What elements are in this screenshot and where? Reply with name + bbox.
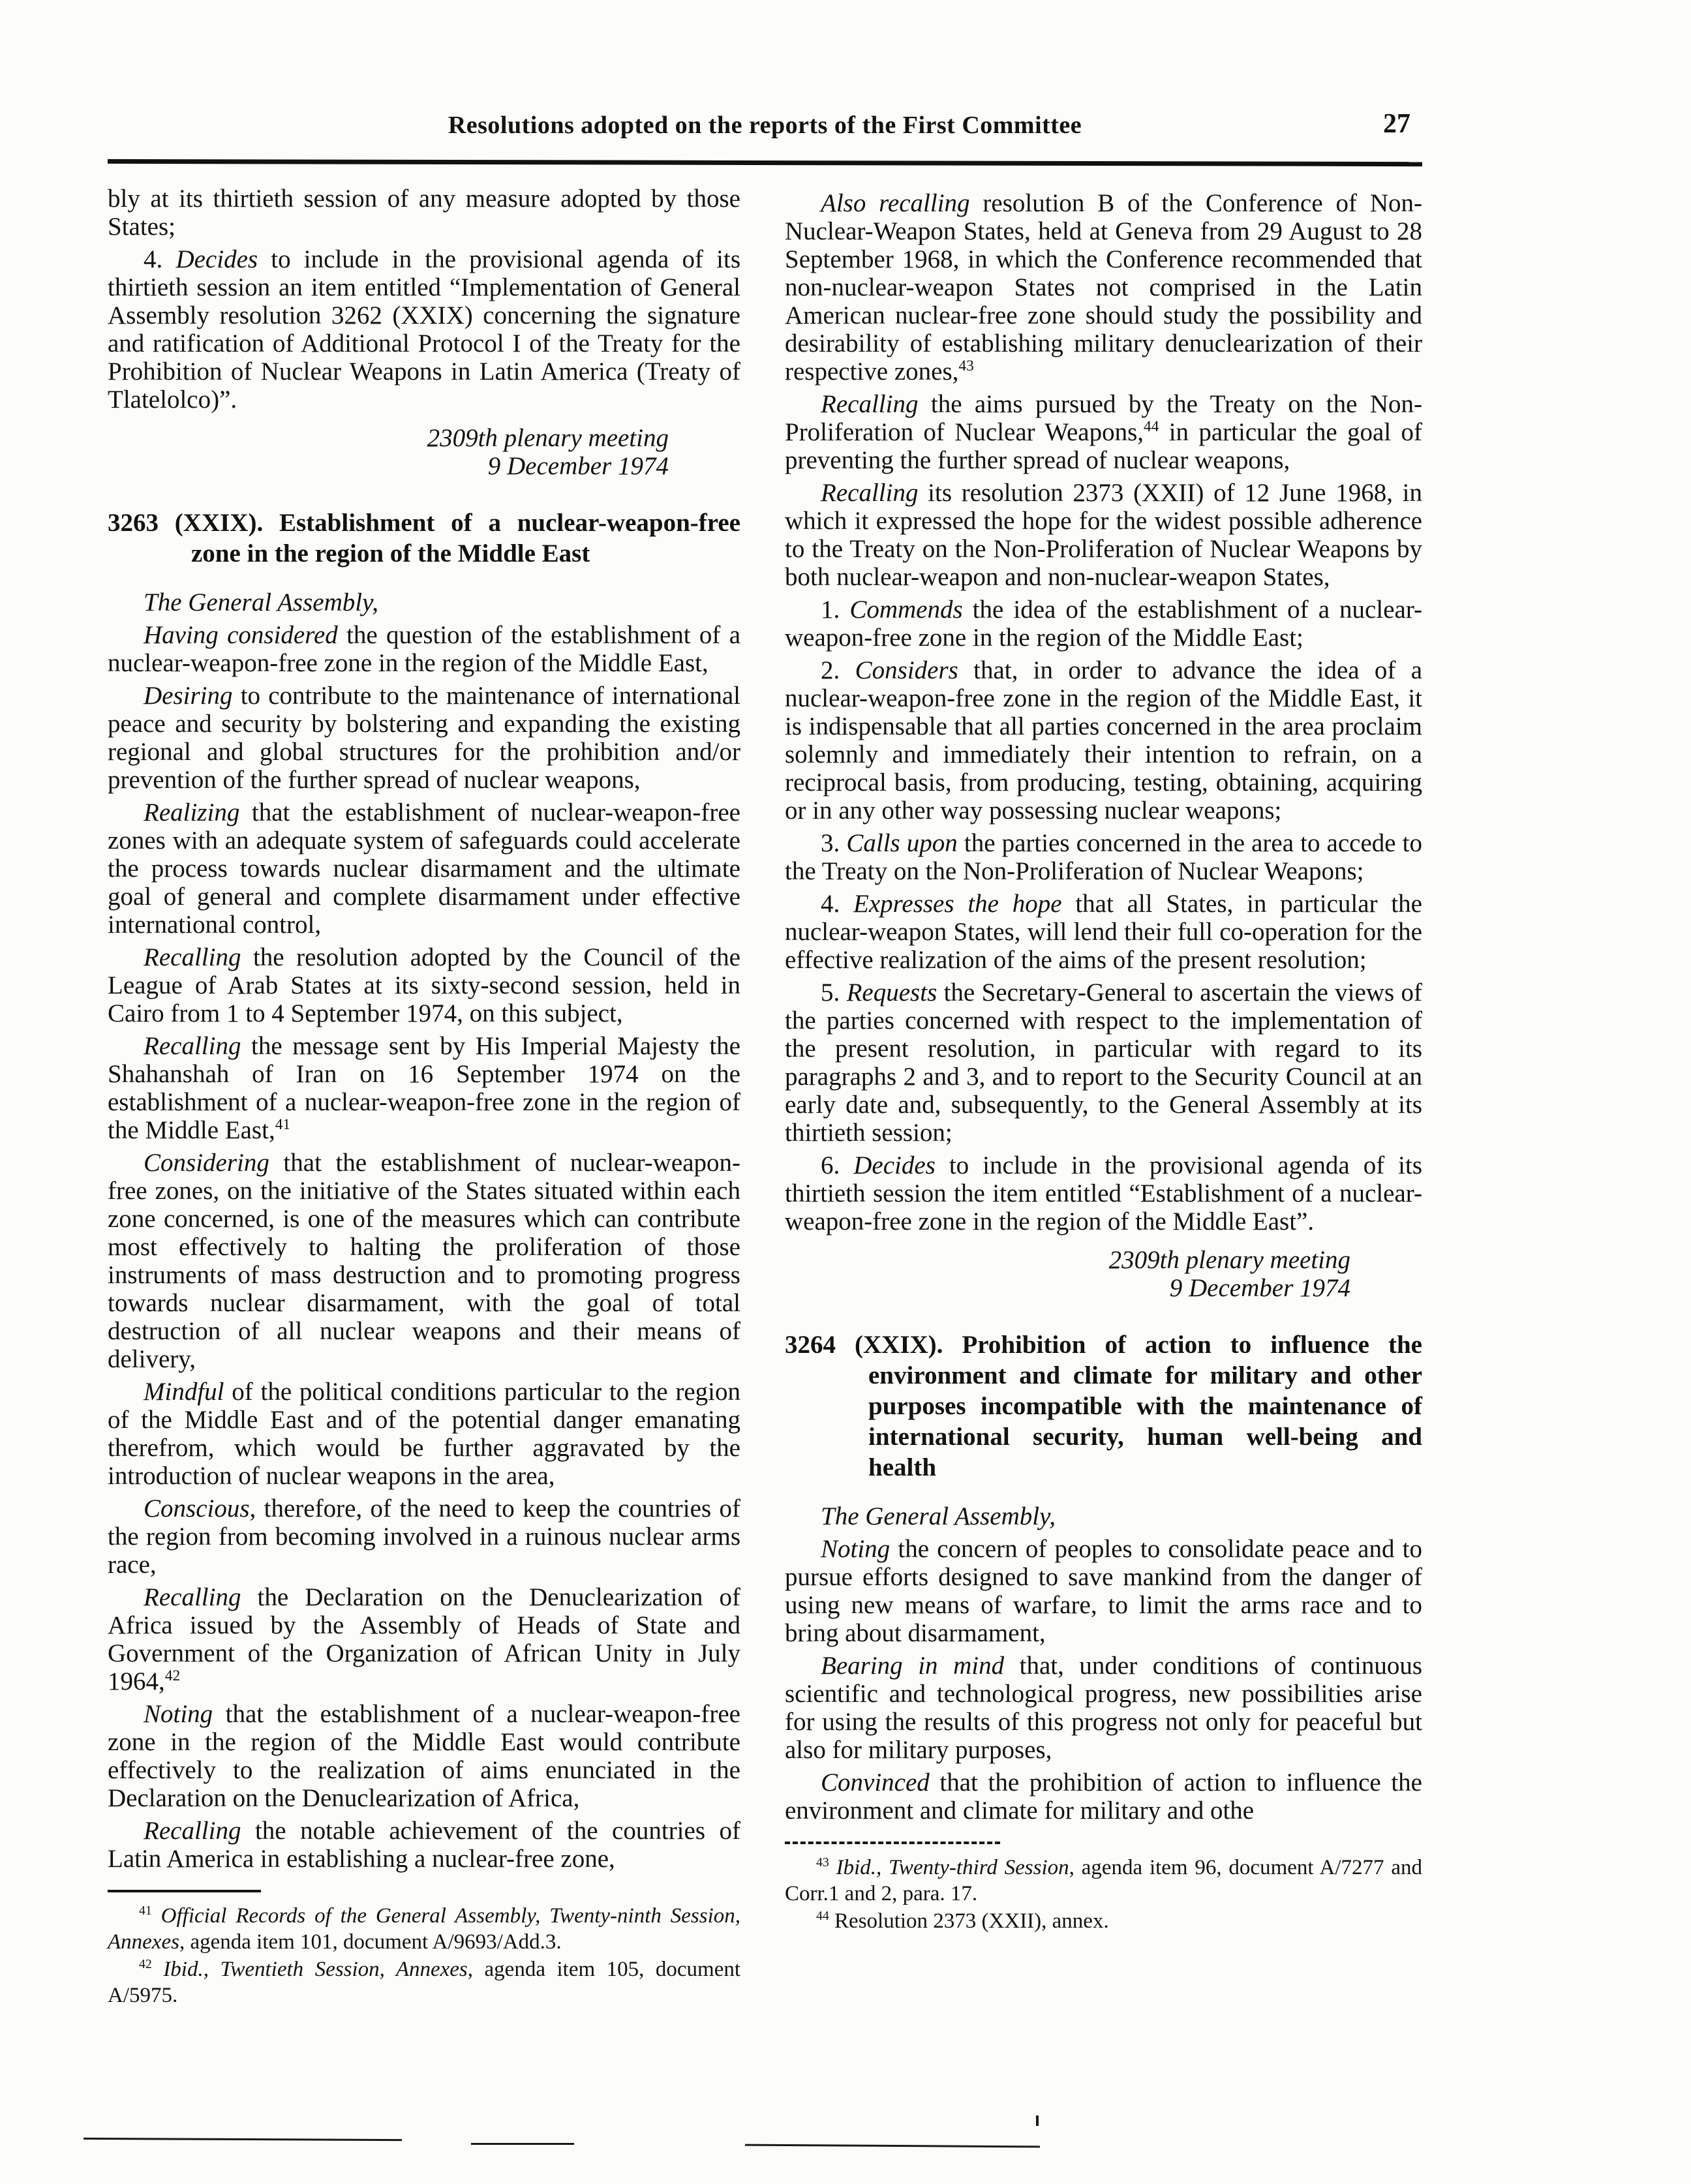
paragraph: Recalling the notable achievement of the countries of Latin America in establishing a nuclear-free zone, (108, 1817, 740, 1873)
paragraph: 6. Decides to include in the provisional agenda of its thirtieth session the item entitled “Establishment of a nuclear-weapon-free zone in the region of the Middle East”. (785, 1151, 1423, 1236)
paragraph: Realizing that the establishment of nuclear-weapon-free zones with an adequate system of safeguards could accelerate the process towards nuclear disarmament and the ultimate goal of general and complete disarmament under effective international control, (108, 798, 740, 939)
scan-artifact-line (84, 2138, 402, 2141)
paragraph: Convinced that the prohibition of action to influence the environment and climate for military and othe (785, 1768, 1422, 1825)
paragraph: bly at its thirtieth session of any measure adopted by those States; (108, 185, 740, 241)
paragraph: Considering that the establishment of nuclear-weapon-free zones, on the initiative of the States situated within each zone concerned, is one of the measures which can contribute most effectively to halting the proliferation of those instruments of mass destruction and to promoting progress towards nuclear disarmament, with the goal of total destruction of all nuclear weapons and their means of delivery, (108, 1149, 740, 1373)
scan-artifact-mark (1036, 2116, 1039, 2126)
two-column-layout (108, 185, 1422, 2009)
paragraph: Recalling the aims pursued by the Treaty on the Non-Proliferation of Nuclear Weapons,$^{44}$ in particular the goal of preventing the further spread of nuclear weapons, (785, 390, 1422, 474)
meeting-signature: 2309th plenary meeting 9 December 1974 (1108, 1246, 1350, 1302)
header-rule (108, 159, 1422, 166)
footnote: $^{41}$ Official Records of the General Assembly, Twenty-ninth Session, Annexes, agenda item 101, document A/9693/Add.3. (108, 1903, 741, 1954)
page-content (108, 111, 1422, 2009)
paragraph: The General Assembly, (144, 588, 378, 616)
paragraph: Recalling the message sent by His Imperial Majesty the Shahanshah of Iran on 16 September 1974 on the establishment of a nuclear-weapon-free zone in the region of the Middle East,$^{41}$ (108, 1032, 740, 1144)
paragraph: Desiring to contribute to the maintenance of international peace and security by bolstering and expanding the existing regional and global structures for the prohibition and/or prevention of the further spread of nuclear weapons, (108, 682, 740, 794)
running-head: Resolutions adopted on the reports of the First Committee (448, 112, 1082, 139)
scan-artifact-line (471, 2143, 574, 2145)
footnote: $^{43}$ Ibid., Twenty-third Session, agenda item 96, document A/7277 and Corr.1 and 2, para. 17. (785, 1855, 1422, 1905)
meeting-signature: 2309th plenary meeting 9 December 1974 (427, 424, 669, 480)
paragraph: Recalling its resolution 2373 (XXII) of 12 June 1968, in which it expressed the hope for the widest possible adherence to the Treaty on the Non-Proliferation of Nuclear Weapons by both nuclear-weapon and non-nuclear-weapon States, (785, 479, 1422, 591)
resolution-heading: 3263 (XXIX). Establishment of a nuclear-weapon-free zone in the region of the Middle East (108, 509, 740, 568)
paragraph: 4. Decides to include in the provisional agenda of its thirtieth session an item entitled “Implementation of General Assembly resolution 3262 (XXIX) concerning the signature and ratification of Additional Protocol I of the Treaty for the Prohibition of Nuclear Weapons in Latin America (Treaty of Tlatelolco)”. (108, 245, 740, 414)
footnote-separator (785, 1842, 1000, 1844)
paragraph: 3. Calls upon the parties concerned in the area to accede to the Treaty on the Non-Proliferation of Nuclear Weapons; (785, 829, 1422, 885)
paragraph: Recalling the Declaration on the Denuclearization of Africa issued by the Assembly of Heads of State and Government of the Organization of African Unity in July 1964,42 (108, 1583, 740, 1695)
paragraph: 4. Expresses the hope that all States, in particular the nuclear-weapon States, will lend their full co-operation for the effective realization of the aims of the present resolution; (785, 890, 1422, 974)
footnote: $^{42}$ Ibid., Twentieth Session, Annexes, agenda item 105, document A/5975. (108, 1957, 741, 2007)
paragraph: Also recalling resolution B of the Conference of Non-Nuclear-Weapon States, held at Geneva from 29 August to 28 September 1968, in which the Conference recommended that non-nuclear-weapon States not comprised in the Latin American nuclear-free zone should study the possibility and desirability of establishing military denuclearization of their respective zones,$^{43}$ (785, 189, 1422, 386)
page-header (108, 111, 1422, 151)
right-column (785, 185, 1422, 1934)
paragraph: 1. Commends the idea of the establishment of a nuclear-weapon-free zone in the region of the Middle East; (785, 596, 1423, 652)
footnote: $^{44}$ Resolution 2373 (XXII), annex. (816, 1909, 1109, 1933)
footnote-separator (108, 1890, 261, 1892)
paragraph: Noting the concern of peoples to consolidate peace and to pursue efforts designed to save mankind from the danger of using new means of warfare, to limit the arms race and to bring about disarmament, (785, 1535, 1422, 1647)
paragraph: Conscious, therefore, of the need to keep the countries of the region from becoming involved in a ruinous nuclear arms race, (108, 1494, 740, 1579)
paragraph: Mindful of the political conditions particular to the region of the Middle East and of the potential danger emanating therefrom, which would be further aggravated by the introduction of nuclear weapons in the area, (108, 1378, 740, 1490)
paragraph: Noting that the establishment of a nuclear-weapon-free zone in the region of the Middle East would contribute effectively to the realization of aims enunciated in the Declaration on the Denuclearization of Africa, (108, 1700, 740, 1812)
paragraph: Bearing in mind that, under conditions of continuous scientific and technological progress, new possibilities arise for using the results of this progress not only for peaceful but also for military purposes, (785, 1652, 1423, 1764)
scan-artifact-line (745, 2144, 1040, 2148)
paragraph: The General Assembly, (821, 1502, 1056, 1530)
left-column (108, 185, 740, 2009)
paragraph: 5. Requests the Secretary-General to ascertain the views of the parties concerned with respect to the implementation of the present resolution, in particular with regard to its paragraphs 2 and 3, and to report to the Security Council at an early date and, subsequently, to the General Assembly at its thirtieth session; (785, 978, 1423, 1147)
page-number: 27 (1383, 109, 1410, 139)
resolution-heading: 3264 (XXIX). Prohibition of action to influence the environment and climate for military and other purposes incompatible with the maintenance of international security, human well-being and health (785, 1331, 1422, 1481)
paragraph: Recalling the resolution adopted by the Council of the League of Arab States at its sixty-second session, held in Cairo from 1 to 4 September 1974, on this subject, (108, 943, 740, 1027)
paragraph: 2. Considers that, in order to advance the idea of a nuclear-weapon-free zone in the region of the Middle East, it is indispensable that all parties concerned in the area proclaim solemnly and immediately their intention to refrain, on a reciprocal basis, from producing, testing, obtaining, acquiring or in any other way possessing nuclear weapons; (785, 656, 1423, 825)
paragraph: Having considered the question of the establishment of a nuclear-weapon-free zone in the region of the Middle East, (108, 621, 741, 677)
